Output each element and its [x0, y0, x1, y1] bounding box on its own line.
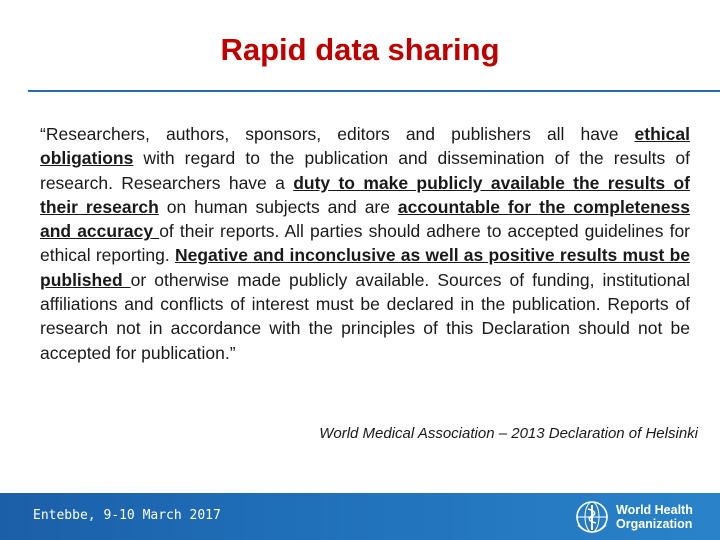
quote-text-1: Researchers, authors, sponsors, editors and publishers all have: [45, 124, 635, 144]
slide-title: Rapid data sharing: [220, 32, 500, 67]
footer-bar: [0, 493, 720, 540]
who-wordmark-line-1: World Health: [616, 503, 693, 517]
quote-open-mark: “: [40, 124, 46, 144]
quote-emphasis-results-published: Negative and inconclusive as well as positive results must be published: [40, 245, 690, 290]
helsinki-quote: [40, 122, 690, 365]
who-emblem-icon: [574, 499, 610, 535]
title-divider: [28, 90, 720, 92]
who-wordmark: [616, 503, 693, 531]
quote-text-5: or otherwise made publicly available. Sources of funding, institutional affiliations and conflicts of interest must be declared in the publication. Reports of research not in accordance with the principles of this Declaration should not be accepted for publication.: [40, 269, 690, 363]
quote-close-mark: ”: [229, 342, 236, 363]
quote-text-2: with regard to the publication and dissemination of the results of research. Researchers have a: [40, 148, 690, 193]
event-label: Entebbe, 9-10 March 2017: [33, 508, 221, 523]
quote-emphasis-accountable: accountable for the completeness and accuracy: [40, 196, 690, 242]
quote-emphasis-duty: duty to make publicly available the results of their research: [40, 172, 690, 217]
quote-text-4: of their reports. All parties should adhere to accepted guidelines for ethical reporting.: [40, 221, 691, 266]
who-wordmark-line-2: Organization: [616, 517, 693, 531]
quote-attribution: World Medical Association – 2013 Declaration of Helsinki: [319, 425, 698, 442]
quote-text-3: on human subjects and are: [158, 196, 398, 217]
quote-emphasis-ethical-obligations: ethical obligations: [40, 124, 690, 169]
who-logo: [574, 499, 693, 535]
